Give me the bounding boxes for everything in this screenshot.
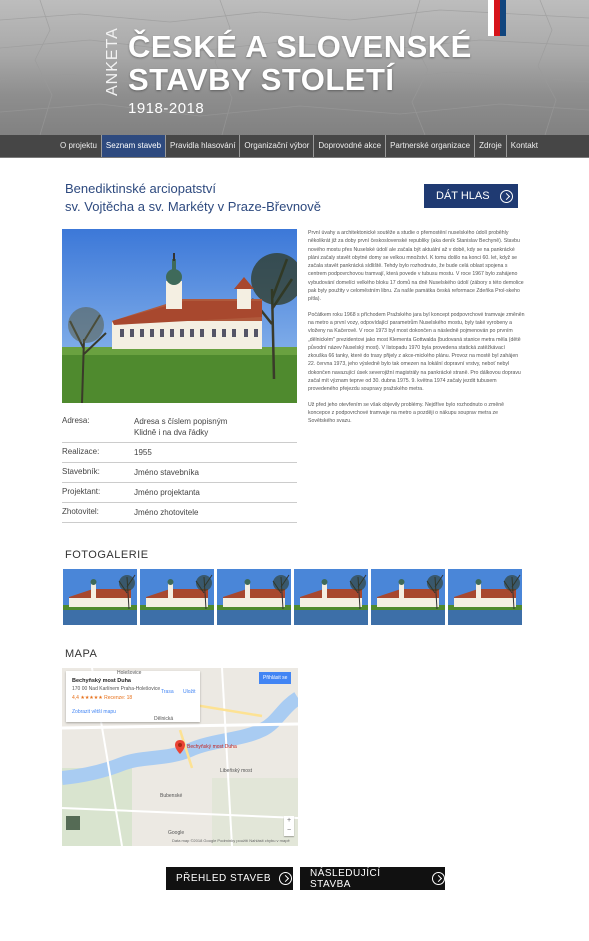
info-label: Realizace:: [62, 447, 100, 456]
info-label: Zhotovitel:: [62, 507, 99, 516]
info-value: Jméno zhotovitele: [134, 508, 199, 517]
chevron-right-icon: [500, 190, 513, 203]
map-save-link[interactable]: Uložit: [183, 689, 196, 695]
info-row-stavebnik: [62, 463, 297, 483]
nav-item-kontakt[interactable]: Kontakt: [510, 141, 538, 150]
prev-overview-label: PŘEHLED STAVEB: [176, 873, 271, 884]
vote-button-label: DÁT HLAS: [436, 190, 490, 202]
chevron-right-icon: [279, 872, 292, 885]
site-title-line1: ČESKÉ A SLOVENSKÉ: [128, 29, 472, 64]
gallery-thumbnail[interactable]: [140, 569, 214, 625]
info-value: [134, 416, 297, 438]
nav-item-seznam-staveb[interactable]: Seznam staveb: [102, 135, 166, 157]
site-title: [128, 30, 472, 96]
chevron-right-icon: [432, 872, 445, 885]
map-title: MAPA: [65, 648, 98, 660]
description-paragraph: První úvahy a architektonické soutěže a studie o přemostění nuselského údolí proběhly několikrát již za doby první československé republiky (aka deník Stanislav Bechyně). Stavbu nového mostu přes Nuselské údolí ale začala být aktuální až v době, kdy se na pankrácké pláni začaly stavět obytné domy se velkou množství. K tomu došlo na konci 60. let, když se začala stavět pankrácká sídliště. Tehdy bylo rozhodnuto, že bude celá oblast spojena s centrem podpovrchovou tramvají, která povede v tubusu mostu. V roce 1967 bylo zahájeno vybudování domelíci velkého bloku 17 domů na dně Nuselského údolí (zábory s této demolice pak byly použity v celoměstním libru. Za našle památka česká reformace Zdeňka Prol-skeho pítla).: [308, 230, 524, 303]
map-street-label: Dělnická: [154, 716, 174, 722]
info-label: Stavebník:: [62, 467, 100, 476]
building-title-line2: sv. Vojtěcha a sv. Markéty v Praze-Břevnově: [65, 199, 322, 214]
gallery-title: FOTOGALERIE: [65, 549, 149, 561]
anketa-label: ANKETA: [104, 27, 121, 96]
info-value: 1955: [134, 448, 152, 457]
map-place-address: 170 00 Nad Karlínem Praha-Holešovice: [72, 686, 161, 692]
map-bridge-label: Libeňský most: [220, 768, 252, 774]
nav-item-pravidla-hlasovani[interactable]: Pravidla hlasování: [166, 135, 240, 157]
nav-item-zdroje[interactable]: Zdroje: [475, 135, 507, 157]
map-area-label: Bubenské: [160, 793, 183, 799]
building-title: [65, 180, 321, 216]
site-title-line2: STAVBY STOLETÍ: [128, 62, 395, 97]
map-place-rating: 4,4 ★★★★★ Recenze: 18: [72, 695, 133, 701]
info-value-line2: Klidně i na dva řádky: [134, 428, 209, 437]
vote-button[interactable]: [424, 184, 518, 208]
google-logo: Google: [168, 830, 185, 836]
nav-item-organizacni-vybor[interactable]: Organizační výbor: [240, 135, 314, 157]
map-pin-icon[interactable]: [175, 740, 185, 754]
building-info-table: [62, 412, 297, 523]
photo-gallery: [63, 569, 522, 625]
site-years: 1918-2018: [128, 100, 205, 117]
map-embed[interactable]: [62, 668, 298, 846]
map-place-label: Bechyňský most Duha: [187, 744, 237, 750]
gallery-thumbnail[interactable]: [294, 569, 368, 625]
map-zoom-in-button[interactable]: +: [286, 817, 292, 824]
gallery-thumbnail[interactable]: [448, 569, 522, 625]
map-zoom-out-button[interactable]: −: [286, 827, 292, 834]
building-title-line1: Benediktinské arciopatství: [65, 181, 217, 196]
info-row-zhotovitel: [62, 503, 297, 523]
map-zoom-control: [284, 816, 294, 836]
prev-overview-button[interactable]: [166, 867, 293, 890]
header-banner: [0, 0, 589, 158]
map-route-link[interactable]: Trasa: [161, 689, 174, 695]
map-larger-link[interactable]: Zobrazit větší mapu: [72, 709, 116, 715]
gallery-thumbnail[interactable]: [217, 569, 291, 625]
building-description: [308, 229, 525, 433]
map-area-label: Holešovice: [117, 670, 142, 676]
gallery-thumbnail[interactable]: [371, 569, 445, 625]
info-row-projektant: [62, 483, 297, 503]
map-place-name: Bechyňský most Duha: [72, 678, 131, 684]
nav-item-partnerske-organizace[interactable]: Partnerské organizace: [386, 135, 475, 157]
next-building-button[interactable]: [300, 867, 445, 890]
description-paragraph: Už před jeho otevřením se však objevily problémy. Nejdříve bylo rozhodnuto o změně koncepce z podpovrchové tramvaje na metro a později o nákupu souprav metra ze Sovětského svazu.: [308, 401, 504, 425]
map-place-card: [66, 671, 200, 722]
info-row-adresa: [62, 412, 297, 443]
info-label: Projektant:: [62, 487, 101, 496]
map-signin-button[interactable]: Přihlásit se: [259, 672, 291, 684]
info-label: Adresa:: [62, 416, 90, 425]
building-photo[interactable]: [62, 229, 297, 403]
next-building-label: NÁSLEDUJÍCÍ STAVBA: [310, 867, 381, 890]
info-value-line1: Adresa s číslem popisným: [134, 417, 228, 426]
info-value: Jméno projektanta: [134, 488, 200, 497]
nav-item-doprovodne-akce[interactable]: Doprovodné akce: [314, 135, 386, 157]
map-footer[interactable]: Data map ©2018 Google Podmínky použití Nahlásit chybu v mapě: [172, 838, 290, 843]
description-paragraph: Počátkem roku 1968 s příchodem Pražského jara byl koncept podpovrchové tramvaje změněn na metro a první vozy, odpovídající parametrům Nuselského mostu, byly také vyrobeny a vloženy na Kačerově. V roce 1973 byl most dokončen a následně pojmenován po prvním „dělnickém" prezidentovi jako most Klementa Gottwalda (budovaná stanice metra měla (dětě původní název Nuselský most). V listopadu 1970 byla provedena statická zatěžkávací zkouška 66 tanky, které do trasy přijely z akce-mického plánu. Provoz na mostě byl zahájen 22. června 1973, jeho výsledně bylo tak omezen na lokální dopravní vrstvy, neboť nebyl dokončen navazující úsek severojižní magistrály na pankrácké straně. Pro dálkovou dopravu začal mít význam teprve od 30. dubna 1975. 9. května 1974 začaly jezdit tubusem provedeného přejezdu soupravy pražského metra.: [308, 311, 525, 393]
info-value: Jméno stavebníka: [134, 468, 199, 477]
gallery-thumbnail[interactable]: [63, 569, 137, 625]
nav-item-o-projektu[interactable]: O projektu: [0, 135, 102, 157]
info-row-realizace: [62, 443, 297, 463]
flag-stripes: [488, 0, 506, 36]
main-nav: [0, 135, 589, 157]
